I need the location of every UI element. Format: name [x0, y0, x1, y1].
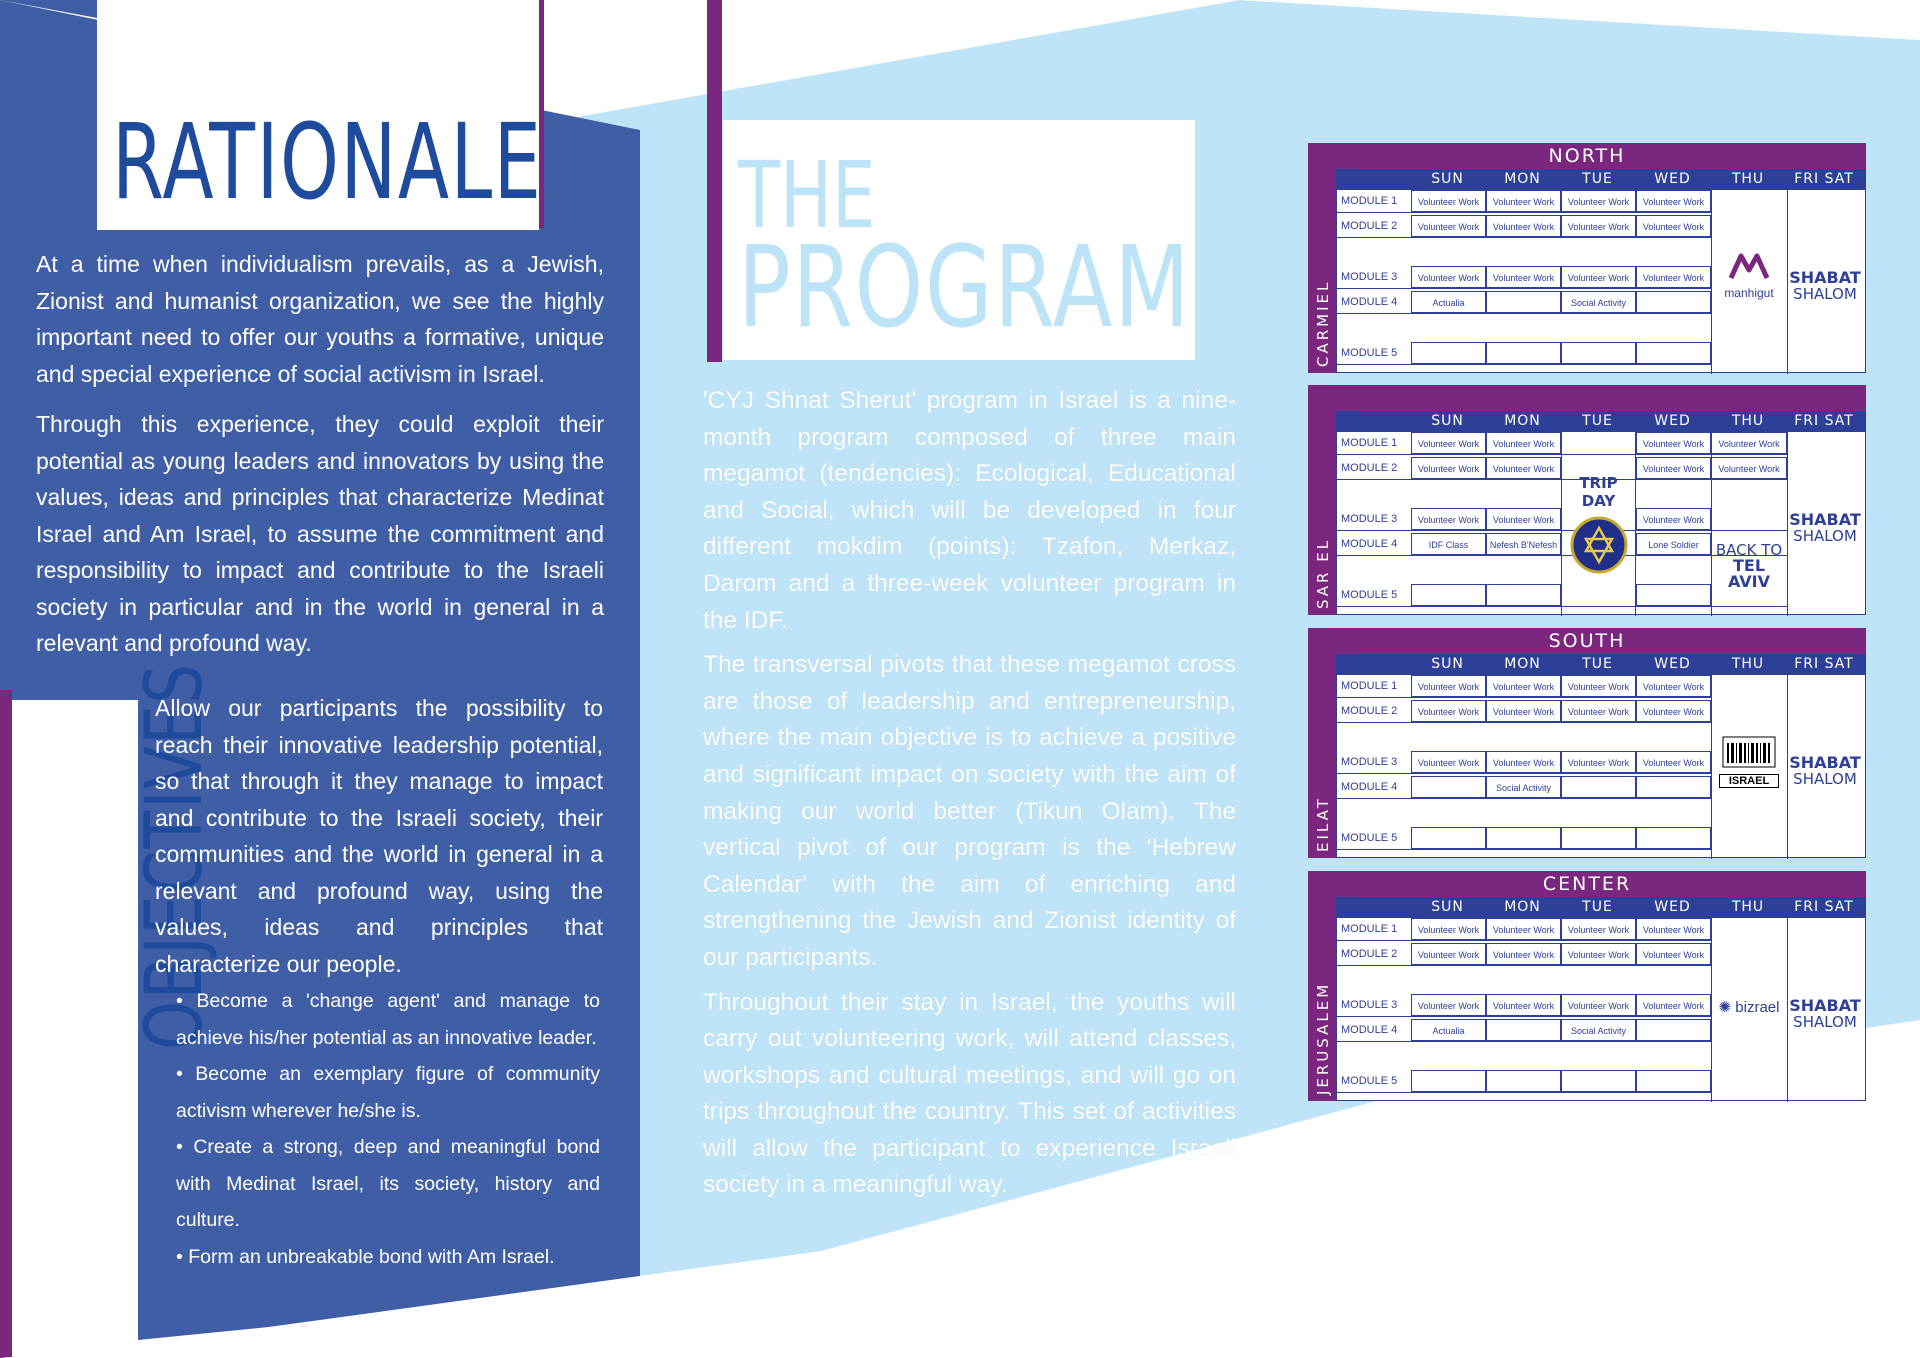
row-divider	[1337, 313, 1711, 314]
schedule-cell: Actualia	[1411, 1019, 1486, 1041]
schedule-cell	[1636, 827, 1711, 849]
shabat-shalom-label	[1787, 270, 1863, 302]
schedule-cell	[1411, 342, 1486, 364]
schedule-location-bar	[1308, 411, 1336, 615]
schedule-cell: Volunteer Work	[1561, 190, 1636, 212]
shabat-shalom-label	[1787, 998, 1863, 1030]
schedule-cell: Volunteer Work	[1411, 190, 1486, 212]
day-label-mon: MON	[1504, 413, 1541, 429]
trip-day-cell	[1561, 432, 1636, 616]
day-label-wed: WED	[1654, 413, 1691, 429]
schedule-cell: Volunteer Work	[1486, 918, 1561, 940]
module-label: MODULE 3	[1341, 999, 1398, 1011]
schedule-cell: Volunteer Work	[1486, 751, 1561, 773]
barcode-icon	[1721, 735, 1777, 769]
module-label: MODULE 5	[1341, 347, 1398, 359]
schedule-cell: Volunteer Work	[1411, 918, 1486, 940]
day-label-sun: SUN	[1431, 413, 1464, 429]
column-divider	[1711, 675, 1712, 859]
day-label-wed: WED	[1654, 656, 1691, 672]
day-label-tue: TUE	[1582, 171, 1613, 187]
module-label: MODULE 1	[1341, 680, 1398, 692]
schedule-location-bar	[1308, 897, 1336, 1101]
schedule-cell: Volunteer Work	[1636, 751, 1711, 773]
schedule-cell: Social Activity	[1486, 776, 1561, 798]
day-label-fri-sat: FRI SAT	[1794, 171, 1854, 187]
day-label-fri-sat: FRI SAT	[1794, 413, 1854, 429]
schedule-cell: Volunteer Work	[1636, 432, 1711, 454]
schedule-cell	[1561, 342, 1636, 364]
module-label: MODULE 4	[1341, 781, 1398, 793]
schedule-region-header: CENTER	[1308, 871, 1866, 897]
schedule-cell: Volunteer Work	[1411, 215, 1486, 237]
schedule-grid	[1336, 189, 1866, 373]
schedule-region-header: SOUTH	[1308, 628, 1866, 654]
schedule-grid	[1336, 674, 1866, 858]
star-of-david-seal-icon	[1562, 516, 1635, 579]
bizrael-logo	[1711, 998, 1787, 1016]
schedule-cell	[1486, 584, 1561, 606]
objective-bullet-4: • Form an unbreakable bond with Am Israel.	[176, 1245, 555, 1268]
schedule-cell	[1636, 584, 1711, 606]
row-divider	[1337, 1016, 1711, 1017]
schedule-cell: Volunteer Work	[1636, 508, 1711, 530]
schedule-cell: Volunteer Work	[1561, 943, 1636, 965]
program-title-big: PROGRAM	[738, 223, 1192, 353]
day-label-mon: MON	[1504, 171, 1541, 187]
schedule-cell: Volunteer Work	[1486, 675, 1561, 697]
schedule-cell: Actualia	[1411, 291, 1486, 313]
day-label-wed: WED	[1654, 899, 1691, 915]
back-line-2: TEL AVIV	[1727, 556, 1770, 591]
schedule-cell	[1561, 776, 1636, 798]
shabat-line-1: SHABAT	[1789, 268, 1861, 287]
module-label: MODULE 3	[1341, 756, 1398, 768]
day-label-thu: THU	[1731, 171, 1765, 187]
trip-day-label: TRIP DAY	[1579, 474, 1618, 510]
shabat-line-1: SHABAT	[1789, 753, 1861, 772]
day-label-mon: MON	[1504, 656, 1541, 672]
schedule-sar-el	[1308, 385, 1866, 615]
row-divider	[1337, 364, 1711, 365]
schedule-cell	[1486, 1019, 1561, 1041]
schedule-cell: Volunteer Work	[1411, 943, 1486, 965]
schedule-cell: Volunteer Work	[1636, 918, 1711, 940]
schedule-cell	[1486, 827, 1561, 849]
schedule-cell: Volunteer Work	[1411, 457, 1486, 479]
schedule-location-label: EILAT	[1314, 796, 1332, 852]
schedule-cell: Volunteer Work	[1561, 700, 1636, 722]
schedule-cell: Volunteer Work	[1636, 215, 1711, 237]
schedule-cell: Volunteer Work	[1486, 700, 1561, 722]
schedule-cell: Volunteer Work	[1636, 994, 1711, 1016]
program-title-small: THE	[738, 142, 876, 249]
day-label-mon: MON	[1504, 899, 1541, 915]
schedule-cell: Volunteer Work	[1411, 994, 1486, 1016]
schedule-location-bar	[1308, 169, 1336, 373]
back-line-1: BACK TO	[1715, 541, 1783, 559]
schedule-cell: Volunteer Work	[1486, 508, 1561, 530]
schedule-cell: Volunteer Work	[1561, 675, 1636, 697]
made-in-israel-text: ISRAEL	[1719, 774, 1779, 788]
module-label: MODULE 2	[1341, 220, 1398, 232]
schedule-grid	[1336, 917, 1866, 1101]
shabat-line-2: SHALOM	[1793, 285, 1857, 303]
module-label: MODULE 4	[1341, 1024, 1398, 1036]
day-header-row	[1336, 654, 1866, 674]
made-in-israel-logo	[1719, 735, 1779, 788]
schedule-location-label: CARMIEL	[1314, 279, 1332, 367]
schedule-region-header	[1308, 385, 1866, 411]
row-divider	[1337, 773, 1711, 774]
day-label-sun: SUN	[1431, 899, 1464, 915]
schedule-location-label: JERUSALEM	[1314, 981, 1332, 1095]
program-text	[703, 383, 1236, 1212]
schedule-cell: Volunteer Work	[1636, 675, 1711, 697]
schedule-cell: Volunteer Work	[1636, 700, 1711, 722]
schedule-cell: Volunteer Work	[1411, 700, 1486, 722]
schedule-cell: Volunteer Work	[1411, 508, 1486, 530]
schedule-eilat	[1308, 628, 1866, 858]
day-label-tue: TUE	[1582, 413, 1613, 429]
schedule-cell: Volunteer Work	[1636, 266, 1711, 288]
schedule-cell: Volunteer Work	[1561, 751, 1636, 773]
schedule-cell: Volunteer Work	[1561, 215, 1636, 237]
row-divider	[1337, 849, 1711, 850]
module-label: MODULE 2	[1341, 948, 1398, 960]
manhigut-logo-text: manhigut	[1724, 286, 1774, 300]
schedule-cell: IDF Class	[1411, 533, 1486, 555]
schedule-cell: Social Activity	[1561, 291, 1636, 313]
row-divider	[1337, 288, 1711, 289]
module-label: MODULE 5	[1341, 589, 1398, 601]
schedule-cell: Volunteer Work	[1411, 751, 1486, 773]
row-divider	[1337, 798, 1711, 799]
schedule-cell: Volunteer Work	[1411, 675, 1486, 697]
schedule-cell: Volunteer Work	[1636, 190, 1711, 212]
schedule-cell	[1411, 1070, 1486, 1092]
schedule-cell: Volunteer Work	[1636, 457, 1711, 479]
day-header-row	[1336, 411, 1866, 431]
schedule-cell	[1411, 584, 1486, 606]
schedule-grid	[1336, 431, 1866, 615]
day-label-tue: TUE	[1582, 899, 1613, 915]
schedule-location-label: SAR EL	[1314, 537, 1332, 609]
manhigut-icon	[1727, 252, 1771, 282]
schedule-cell: Volunteer Work	[1561, 266, 1636, 288]
row-divider	[1337, 940, 1711, 941]
day-label-thu: THU	[1731, 413, 1765, 429]
manhigut-logo	[1711, 252, 1787, 299]
module-label: MODULE 4	[1341, 296, 1398, 308]
schedule-cell: Volunteer Work	[1561, 994, 1636, 1016]
module-label: MODULE 1	[1341, 195, 1398, 207]
schedule-cell	[1636, 291, 1711, 313]
module-label: MODULE 4	[1341, 538, 1398, 550]
schedule-cell: Volunteer Work	[1636, 943, 1711, 965]
schedule-location-bar	[1308, 654, 1336, 858]
schedule-cell: Volunteer Work	[1486, 457, 1561, 479]
module-label: MODULE 5	[1341, 832, 1398, 844]
shabat-line-2: SHALOM	[1793, 1013, 1857, 1031]
objective-bullet-3: • Create a strong, deep and meaningful bond with Medinat Israel, its society, history and culture.	[176, 1136, 600, 1231]
day-label-fri-sat: FRI SAT	[1794, 656, 1854, 672]
program-paragraph-1: 'CYJ Shnat Sherut' program in Israel is a nine-month program composed of three main megamot (tendencies): Ecological, Educational and Social, which will be developed in four different mokdim (points): Tzafon, Merkaz, Darom and a three-week volunteer program in the IDF.	[703, 387, 1236, 634]
schedule-cell	[1486, 291, 1561, 313]
rationale-text	[36, 246, 604, 676]
shabat-shalom-label	[1787, 512, 1863, 544]
schedule-cell: Volunteer Work	[1411, 432, 1486, 454]
schedule-cell	[1636, 1070, 1711, 1092]
schedule-carmiel	[1308, 143, 1866, 373]
day-header-row	[1336, 897, 1866, 917]
module-label: MODULE 2	[1341, 462, 1398, 474]
module-label: MODULE 1	[1341, 923, 1398, 935]
row-divider	[1337, 697, 1711, 698]
schedule-cell: Volunteer Work	[1411, 266, 1486, 288]
bizrael-icon: ✺	[1718, 999, 1732, 1016]
schedule-cell	[1636, 1019, 1711, 1041]
day-label-sun: SUN	[1431, 656, 1464, 672]
schedule-cell: Volunteer Work	[1486, 190, 1561, 212]
schedule-cell: Volunteer Work	[1486, 432, 1561, 454]
schedule-cell: Volunteer Work	[1486, 215, 1561, 237]
program-paragraph-2: The transversal pivots that these megamot cross are those of leadership and entrepreneurship, where the main objective is to achieve a positive and significant impact on society with the aim of making our world better (Tikun Olam). The vertical pivot of our program is the 'Hebrew Calendar' with the aim of enriching and strengthening the Jewish and Zionist identity of our participants.	[703, 651, 1236, 971]
schedule-cell: Volunteer Work	[1561, 918, 1636, 940]
rationale-paragraph-2: Through this experience, they could exploit their potential as young leaders and innovators by using the values, ideas and principles that characterize Medinat Israel and Am Israel, to assume the commitment and responsibility to impact and contribute to the Israeli society in particular and in the world in general in a relevant and profound way.	[36, 411, 604, 656]
row-divider	[1337, 237, 1711, 238]
schedule-cell: Volunteer Work	[1486, 266, 1561, 288]
schedule-jerusalem	[1308, 871, 1866, 1101]
shabat-line-2: SHALOM	[1793, 770, 1857, 788]
objectives-bullets	[176, 983, 600, 1275]
schedule-cell: Volunteer Work	[1486, 943, 1561, 965]
bizrael-logo-text: bizrael	[1735, 999, 1780, 1016]
row-divider	[1337, 965, 1711, 966]
shabat-line-1: SHABAT	[1789, 510, 1861, 529]
schedule-cell: Lone Soldier	[1636, 533, 1711, 555]
schedule-cell	[1411, 827, 1486, 849]
day-label-tue: TUE	[1582, 656, 1613, 672]
rationale-paragraph-1: At a time when individualism prevails, as a Jewish, Zionist and humanist organization, we see the highly important need to offer our youths a formative, unique and special experience of social activism in Israel.	[36, 251, 604, 387]
day-label-wed: WED	[1654, 171, 1691, 187]
schedule-cell	[1636, 776, 1711, 798]
shabat-shalom-label	[1787, 755, 1863, 787]
schedule-cell	[1561, 827, 1636, 849]
day-label-fri-sat: FRI SAT	[1794, 899, 1854, 915]
schedule-cell	[1561, 1070, 1636, 1092]
back-to-tel-aviv-label	[1711, 542, 1787, 590]
program-paragraph-3: Throughout their stay in Israel, the youths will carry out volunteering work, will attend classes, workshops and cultural meetings, and will go on trips throughout the country. This set of activities will allow the participant to experience Israeli society in a meaningful way.	[703, 988, 1236, 1199]
objective-bullet-1: • Become a 'change agent' and manage to achieve his/her potential as an innovative leader.	[176, 990, 600, 1049]
row-divider	[1337, 722, 1711, 723]
objectives-title: OBJECTIVES	[130, 662, 220, 1050]
shabat-line-2: SHALOM	[1793, 527, 1857, 545]
shabat-line-1: SHABAT	[1789, 996, 1861, 1015]
row-divider	[1337, 212, 1711, 213]
row-divider	[1337, 1041, 1711, 1042]
module-label: MODULE 3	[1341, 271, 1398, 283]
schedule-cell	[1411, 776, 1486, 798]
day-label-sun: SUN	[1431, 171, 1464, 187]
schedule-cell: Volunteer Work	[1711, 432, 1787, 454]
schedule-cell: Volunteer Work	[1711, 457, 1787, 479]
schedule-cell: Volunteer Work	[1486, 994, 1561, 1016]
schedule-cell	[1486, 1070, 1561, 1092]
module-label: MODULE 2	[1341, 705, 1398, 717]
schedule-cell	[1636, 342, 1711, 364]
schedule-cell: Nefesh B'Nefesh	[1486, 533, 1561, 555]
schedule-cell	[1486, 342, 1561, 364]
module-label: MODULE 1	[1341, 437, 1398, 449]
day-label-thu: THU	[1731, 899, 1765, 915]
day-label-thu: THU	[1731, 656, 1765, 672]
objective-bullet-2: • Become an exemplary figure of community activism wherever he/she is.	[176, 1063, 600, 1122]
day-header-row	[1336, 169, 1866, 189]
schedule-cell: Social Activity	[1561, 1019, 1636, 1041]
rationale-title: RATIONALE	[112, 101, 543, 223]
objectives-intro: Allow our participants the possibility to reach their innovative leadership potential, so that through it they manage to impact and contribute to the Israeli society, their communities and the world in general in a relevant and profound way, using the values, ideas and principles that characterize our people.	[155, 695, 603, 977]
schedule-region-header: NORTH	[1308, 143, 1866, 169]
row-divider	[1337, 1092, 1711, 1093]
module-label: MODULE 3	[1341, 513, 1398, 525]
module-label: MODULE 5	[1341, 1075, 1398, 1087]
